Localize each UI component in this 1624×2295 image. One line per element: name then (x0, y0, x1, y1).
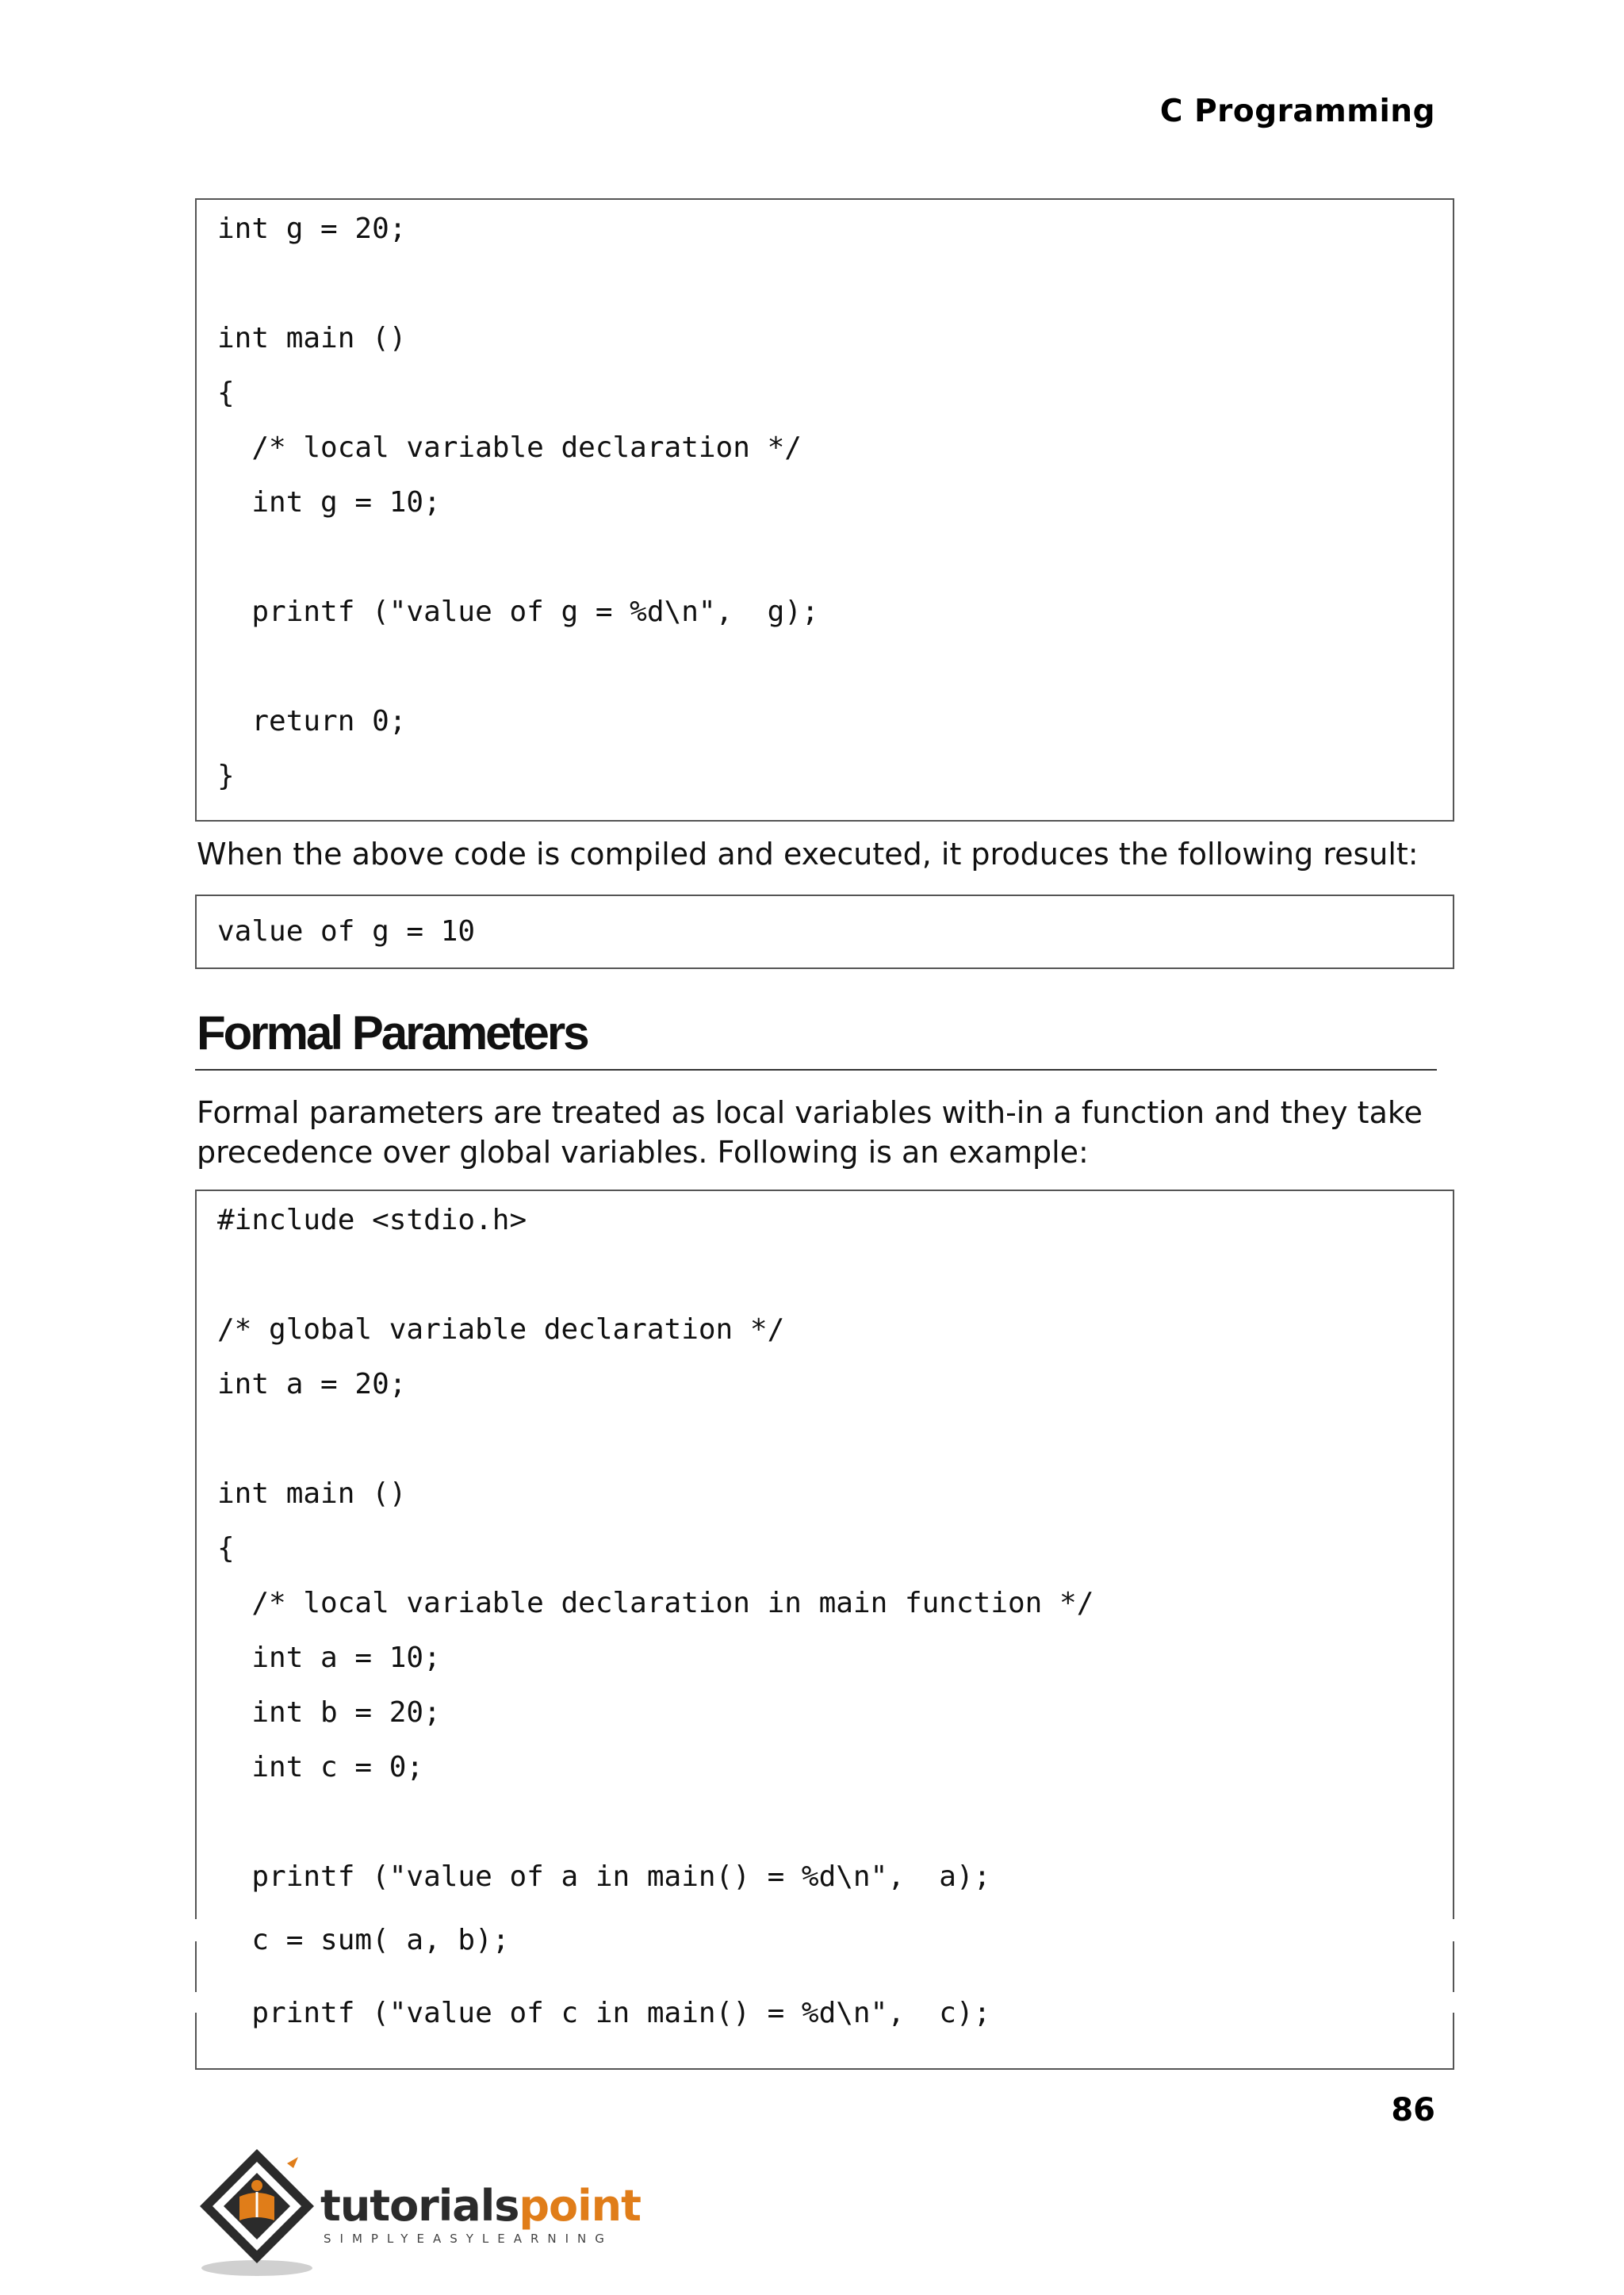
code-line: printf ("value of a in main() = %d\n", a); (217, 1860, 991, 1893)
code-line: value of g = 10 (217, 915, 476, 948)
logo-wordmark: tutorialspoint (320, 2181, 641, 2231)
section-intro-text: Formal parameters are treated as local variables with-in a function and they take precedence over global variables. Following is an example: (197, 1095, 1423, 1170)
output-block (195, 895, 1454, 969)
code-line: c = sum( a, b); (217, 1924, 510, 1956)
code-line (217, 1412, 1453, 1466)
border-gap (190, 1992, 201, 2013)
code-line: int g = 10; (217, 486, 441, 519)
code-line: int main () (217, 1477, 407, 1510)
code-line: int main () (217, 322, 407, 354)
code-line: /* local variable declaration */ (217, 431, 802, 464)
code-block-2 (195, 1190, 1454, 2070)
border-gap (1450, 1992, 1461, 2013)
section-heading: Formal Parameters (197, 1006, 588, 1059)
code-line: int a = 10; (217, 1642, 441, 1674)
logo-diamond-icon (193, 2141, 328, 2284)
code-line: printf ("value of c in main() = %d\n", c); (217, 1997, 991, 2029)
code-line: { (217, 377, 235, 409)
code-line: int a = 20; (217, 1368, 407, 1400)
code-line: printf ("value of g = %d\n", g); (217, 596, 819, 628)
border-gap (1450, 1919, 1461, 1941)
code-line: return 0; (217, 705, 407, 738)
logo-tagline: SIMPLYEASYLEARNING (324, 2232, 613, 2246)
code-line: int c = 0; (217, 1751, 424, 1784)
code-line: #include <stdio.h> (217, 1204, 527, 1236)
code-line: } (217, 760, 235, 792)
tutorialspoint-logo (193, 2141, 641, 2284)
code-line (217, 1247, 1453, 1302)
code-line (217, 256, 1453, 311)
code-line: int b = 20; (217, 1696, 441, 1729)
running-header: C Programming (1159, 94, 1435, 129)
heading-rule (195, 1069, 1437, 1071)
code-line: /* local variable declaration in main function */ (217, 1587, 1094, 1619)
code-line: { (217, 1532, 235, 1565)
page-number: 86 (1391, 2092, 1435, 2128)
code-line (217, 1795, 1453, 1849)
code-block-1 (195, 198, 1454, 822)
code-line (217, 530, 1453, 584)
border-gap (190, 1919, 201, 1941)
code-line: int g = 20; (217, 213, 407, 245)
code-line (217, 639, 1453, 694)
result-intro-text: When the above code is compiled and executed, it produces the following result: (197, 837, 1419, 872)
code-line: /* global variable declaration */ (217, 1313, 785, 1346)
